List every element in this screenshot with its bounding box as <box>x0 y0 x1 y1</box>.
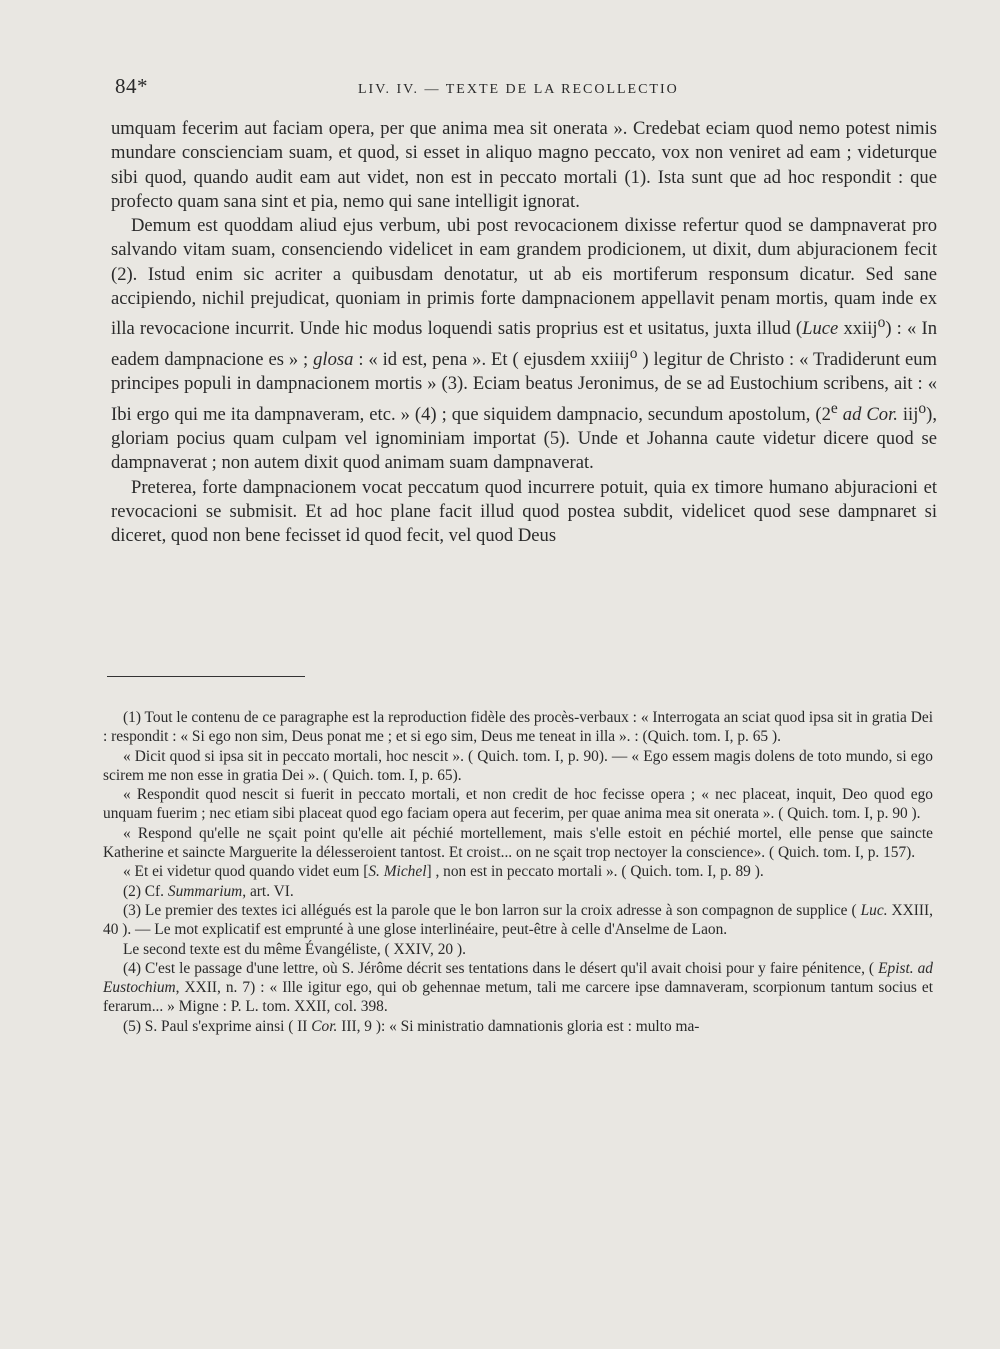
footnote-3-continued: Le second texte est du même Évangéliste, ( XXIV, 20 ). <box>123 940 466 958</box>
footnote-2: (2) Cf. Summarium, art. VI. <box>123 882 294 900</box>
page-header <box>115 74 935 104</box>
page-number: 84* <box>115 74 148 98</box>
main-text <box>111 117 937 549</box>
footnote-divider <box>107 676 305 677</box>
paragraph-1: umquam fecerim aut faciam opera, per que anima mea sit onerata ». Credebat eciam quod nemo potest nimis mundare conscienciam suam, et quod, si esset in aliquo magno peccato, vox non veniret ad eam ; videturque sibi quod, quando audit eam aut videt, non est in peccato mortali (1). Ista sunt que ad hoc respondit : que profecto quam sana sint et pia, nemo qui sane intelligit ignorat. <box>111 118 937 212</box>
footnote-1-quote-5: « Et ei videtur quod quando videt eum [S. Michel] , non est in peccato mortali ». ( Quich. tom. I, p. 89 ). <box>123 863 764 881</box>
footnote-4: (4) C'est le passage d'une lettre, où S. Jérôme décrit ses tentations dans le désert qu'il avait choisi pour y faire pénitence, ( Epist. ad Eustochium, XXII, n. 7) : « Ille igitur ego, qui ob gehennae metum, tali me carcere ipse damnaveram, scorpionum tantum socius et ferarum... » Migne : P. L. tom. XXII, col. 398. <box>103 959 933 1016</box>
footnote-1-quote-4: « Respond qu'elle ne sçait point qu'elle ait péchié mortellement, mais s'elle estoit en péchié mortel, elle pense que saincte Katherine et saincte Marguerite la délesseroient tantost. Et croist... on ne sçait trop nectoyer la conscience». ( Quich. tom. I, p. 157). <box>103 824 933 862</box>
paragraph-3: Preterea, forte dampnacionem vocat peccatum quod incurrere potuit, quia ex timore humano abjuracioni et revocacioni se submisit. Et ad hoc plane facit illud quod postea subdit, videlicet quod sese dampnaret si diceret, quod non bene fecisset id quod fecit, vel quod Deus <box>111 476 937 547</box>
footnote-1-quote-2: « Dicit quod si ipsa sit in peccato mortali, hoc nescit ». ( Quich. tom. I, p. 90). — « Ego essem magis dolens de toto mundo, si ego scirem me non esse in gratia Dei ». ( Quich. tom. I, p. 65). <box>103 747 933 784</box>
footnote-1: (1) Tout le contenu de ce paragraphe est la reproduction fidèle des procès-verbaux : « Interrogata an sciat quod ipsa sit in gratia Dei : respondit : « Si ego non sim, Deus ponat me ; et si ego sim, Deus me teneat in illa ». : (Quich. tom. I, p. 65 ). <box>103 709 933 746</box>
running-title: LIV. IV. — TEXTE DE LA RECOLLECTIO <box>358 82 679 97</box>
footnote-3: (3) Le premier des textes ici allégués est la parole que le bon larron sur la croix adresse à son compagnon de supplice ( Luc. XXIII, 40 ). — Le mot explicatif est emprunté à une glose interlinéaire, peut-être à celle d'Anselme de Laon. <box>103 901 933 939</box>
footnote-5: (5) S. Paul s'exprime ainsi ( II Cor. III, 9 ): « Si ministratio damnationis gloria est : multo ma- <box>123 1017 700 1035</box>
paragraph-2: Demum est quoddam aliud ejus verbum, ubi post revocacionem dixisse refertur quod se dampnaverat pro salvando vitam suam, consenciendo videlicet in eam grandem prodicionem, ut dixit, dum abjuracionem fecit (2). Istud enim sic acriter a quibusdam denotatur, ut ab eis mortiferum responsum dicatur. Sed sane accipiendo, nichil prejudicat, quoniam in primis forte dampnacionem appellavit penam mortis, quam inde ex illa revocacione incurrit. Unde hic modus loquendi satis proprius est et usitatus, juxta illud (Luce xxiij$^o$) : « In eadem dampnacione es » ; glosa : « id est, pena ». Et ( ejusdem xxiiij$^o$ ) legitur de Christo : « Tradiderunt eum principes populi in dampnacionem mortis » (3). Eciam beatus Jeronimus, de se ad Eustochium scribens, ait : « Ibi ergo qui me ita dampnaveram, etc. » (4) ; que siquidem dampnacio, secundum apostolum, (2e ad Cor. iij$^o$), gloriam pocius quam culpam vel ignominiam importat (5). Unde et Johanna caute videtur dicere quod se dampnaverat ; non autem dixit quod animam suam dampnaverat. <box>111 215 937 474</box>
footnotes <box>103 708 933 1036</box>
footnote-1-quote-3: « Respondit quod nescit si fuerit in peccato mortali, et non credit de hoc fecisse opera ; « nec placeat, inquit, Deo quod ego unquam fuerim ; nec etiam sibi placeat quod ego faciam opera aut fecerim, per quae anima mea sit onerata ». ( Quich. tom. I, p. 90 ). <box>103 786 933 823</box>
